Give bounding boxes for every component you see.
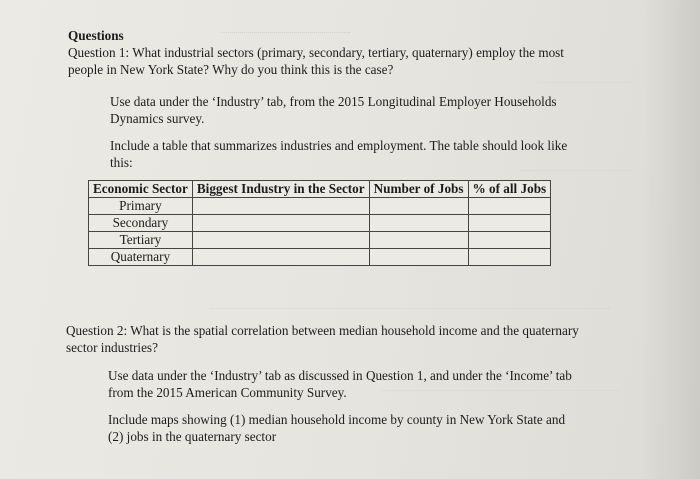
- question-2-line-2: sector industries?: [66, 340, 158, 355]
- table-row: [89, 198, 551, 215]
- empty-cell: [192, 198, 369, 215]
- empty-cell: [369, 215, 468, 232]
- empty-cell: [369, 232, 468, 249]
- empty-cell: [369, 249, 468, 266]
- page-edge-shadow: [642, 0, 700, 479]
- q1-instruction-2-line-2: this:: [110, 155, 133, 170]
- col-header-economic-sector: Economic Sector: [89, 181, 193, 198]
- empty-cell: [468, 232, 551, 249]
- questions-heading: Questions: [68, 28, 124, 43]
- bleed-through-mark: [220, 20, 350, 33]
- industry-summary-table: [88, 180, 551, 266]
- empty-cell: [192, 215, 369, 232]
- table-header-row: [89, 181, 551, 198]
- table-row: [89, 215, 551, 232]
- question-1-line-2: people in New York State? Why do you think this is the case?: [68, 62, 394, 77]
- q2-instruction-2-line-2: (2) jobs in the quaternary sector: [108, 429, 277, 444]
- sector-cell-primary: Primary: [89, 198, 193, 215]
- empty-cell: [192, 232, 369, 249]
- bleed-through-mark: [520, 160, 630, 171]
- col-header-biggest-industry: Biggest Industry in the Sector: [192, 181, 369, 198]
- empty-cell: [468, 249, 551, 266]
- col-header-number-of-jobs: Number of Jobs: [369, 181, 468, 198]
- sector-cell-secondary: Secondary: [89, 215, 193, 232]
- question-2-line-1: Question 2: What is the spatial correlation between median household income and the quaternary: [66, 323, 579, 338]
- empty-cell: [468, 215, 551, 232]
- q2-instruction-1-line-2: from the 2015 American Community Survey.: [108, 385, 347, 400]
- empty-cell: [369, 198, 468, 215]
- q1-instruction-1-line-1: Use data under the ‘Industry’ tab, from the 2015 Longitudinal Employer Households: [110, 94, 557, 109]
- col-header-percent-of-jobs: % of all Jobs: [468, 181, 551, 198]
- bleed-through-mark: [540, 72, 630, 83]
- q1-instruction-1-line-2: Dynamics survey.: [110, 111, 205, 126]
- q2-instruction-1-line-1: Use data under the ‘Industry’ tab as discussed in Question 1, and under the ‘Income’ tab: [108, 368, 572, 383]
- sector-cell-tertiary: Tertiary: [89, 232, 193, 249]
- q1-instruction-2-line-1: Include a table that summarizes industries and employment. The table should look like: [110, 138, 568, 153]
- table-row: [89, 249, 551, 266]
- empty-cell: [468, 198, 551, 215]
- q2-instruction-2-line-1: Include maps showing (1) median household income by county in New York State and: [108, 412, 566, 427]
- sector-cell-quaternary: Quaternary: [89, 249, 193, 266]
- bleed-through-mark: [210, 296, 610, 309]
- empty-cell: [192, 249, 369, 266]
- table-row: [89, 232, 551, 249]
- question-1-line-1: Question 1: What industrial sectors (primary, secondary, tertiary, quaternary) employ the most: [68, 45, 564, 60]
